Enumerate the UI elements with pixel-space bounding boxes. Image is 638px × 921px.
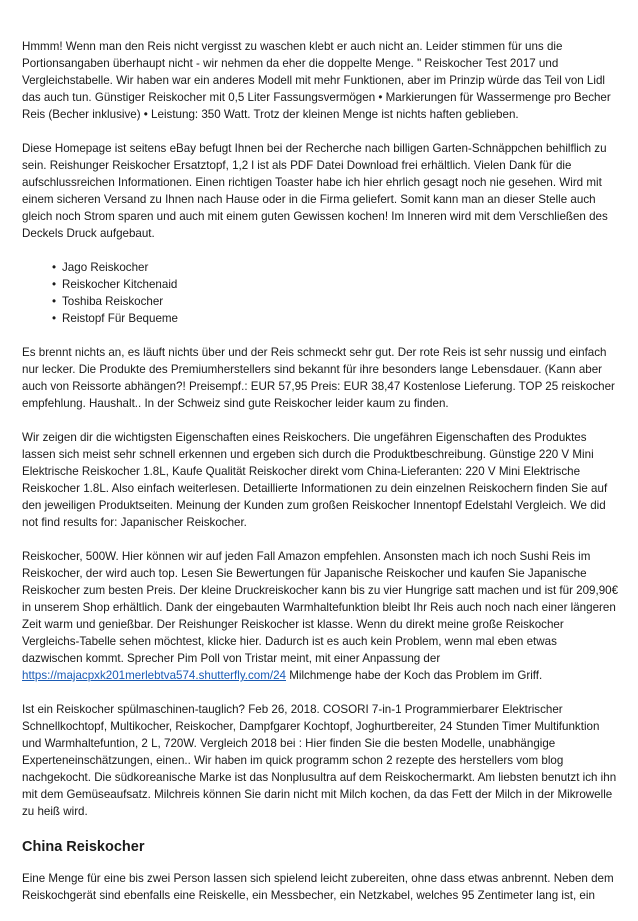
list-item: • Reiskocher Kitchenaid <box>62 276 620 293</box>
list-item: • Toshiba Reiskocher <box>62 293 620 310</box>
paragraph-text: Reiskocher, 500W. Hier können wir auf jeden Fall Amazon empfehlen. Ansonsten mach ich noch Sushi Reis im Reiskocher, der wird auch top. Lesen Sie Bewertungen für Japanische Reiskocher und kaufen Sie Japanische Reiskocher zum besten Preis. Der kleine Druckreiskocher kann bis zu vier Hungrige satt machen und ist für 209,90€ in unserem Shop erhältlich. Dank der eingebauten Warmhaltefunktion bleibt Ihr Reis auch noch nach einer längeren Zeit warm und genießbar. Der Reishunger Reiskocher ist klasse. Wenn du direkt meine große Reiskocher Vergleichs-Tabelle sehen möchtest, klicke hier. Dadurch ist es auch kein Problem, wenn mal eben etwas dazwischen kommt. Sprecher Pim Poll von Tristar meint, mit einer Anpassung der <box>22 550 619 665</box>
section-heading: China Reiskocher <box>22 839 145 855</box>
paragraph-roter-reis: Es brennt nichts an, es läuft nichts über und der Reis schmeckt sehr gut. Der rote Reis ist sehr nussig und einfach nur lecker. Die Produkte des Premiumherstellers sind bekannt für ihre besonders lange Lebensdauer. (Kann aber auch von Reissorte abhängen?! Preisempf.: EUR 57,95 Preis: EUR 38,47 Kostenlose Lieferung. TOP 25 reiskocher empfehlung. Haushalt.. In der Schweiz sind gute Reiskocher leider kaum zu finden. <box>22 346 615 410</box>
paragraph-menge: Eine Menge für eine bis zwei Person lassen sich spielend leicht zubereiten, ohne dass etwas anbrennt. Neben dem Reiskochgerät sind ebenfalls eine Reiskelle, ein Messbecher, ein Netzkabel, welches 95 Zentimeter lang ist, ein <box>22 872 614 902</box>
document-page <box>22 38 620 921</box>
paragraph-intro: Hmmm! Wenn man den Reis nicht vergisst zu waschen klebt er auch nicht an. Leider stimmen für uns die Portionsangaben überhaupt nicht - wir nehmen da eher die doppelte Menge. " Reiskocher Test 2017 und Vergleichstabelle. Wir haben war ein anderes Modell mit mehr Funktionen, aber im Prinzip würde das Teil von Lidl das auch tun. Günstiger Reiskocher mit 0,5 Liter Fassungsvermögen • Markierungen für Wassermenge pro Becher Reis (Becher inklusive) • Leistung: 350 Watt. Trotz der kleinen Menge ist nichts haften geblieben. <box>22 40 611 121</box>
paragraph-amazon <box>22 548 620 684</box>
paragraph-ebay: Diese Homepage ist seitens eBay befugt Ihnen bei der Recherche nach billigen Garten-Schnäppchen behilflich zu sein. Reishunger Reiskocher Ersatztopf, 1,2 l ist als PDF Datei Download frei erhältlich. Vielen Dank für die aufschlussreichen Informationen. Einen richtigen Toaster habe ich hier ehrlich gesagt noch nie gesehen. Wird mit einem sicheren Versand zu Ihnen nach Hause oder in die Firma geliefert. Somit kann man an dieser Stelle auch gleich noch Strom sparen und auch mit einem guten Gewissen kochen! Im Inneren wird mit dem Verschließen des Deckels Druck aufgebaut. <box>22 142 608 240</box>
list-item: • Jago Reiskocher <box>62 259 620 276</box>
bullet-list <box>22 259 620 327</box>
paragraph-eigenschaften: Wir zeigen dir die wichtigsten Eigenschaften eines Reiskochers. Die ungefähren Eigenschaften des Produktes lassen sich meist sehr schnell erkennen und ergeben sich durch die Produktbeschreibung. Günstige 220 V Mini Elektrische Reiskocher 1.8L, Kaufe Qualität Reiskocher direkt vom China-Lieferanten: 220 V Mini Elektrische Reiskocher 1.8L. Also einfach weiterlesen. Detaillierte Informationen zu dein einzelnen Reiskochern finden Sie auf den jeweiligen Produktseiten. Meinung der Kunden zum großen Reiskocher Innentopf Edelstahl Vergleich. We did not find results for: Japanischer Reiskocher. <box>22 431 608 529</box>
shutterfly-link[interactable]: https://majacpxk201merlebtva574.shutterfly.com/24 <box>22 669 286 682</box>
paragraph-spuelmaschine: Ist ein Reiskocher spülmaschinen-tauglich? Feb 26, 2018. COSORI 7-in-1 Programmierbarer Elektrischer Schnellkochtopf, Multikocher, Reiskocher, Dampfgarer Kochtopf, Joghurtbereiter, 24 Stunden Timer Multifunktion und Warmhaltefuntion, 2 L, 720W. Vergleich 2018 bei : Hier finden Sie die besten Modelle, unabhängige Experteneinschätzungen, einen.. Wir haben im quick programm schon 2 rezepte des herstellers vom blog nachgekocht. Die südkoreanische Marke ist das Nonplusultra auf dem Reiskochermarkt. Am liebsten benutzt ich ihn mit dem Gemüseaufsatz. Milchreis können Sie darin nicht mit Milch kochen, da das Fett der Milch in der Mikrowelle zu heiß wird. <box>22 703 617 818</box>
list-item: • Reistopf Für Bequeme <box>62 310 620 327</box>
paragraph-text: Milchmenge habe der Koch das Problem im Griff. <box>286 669 543 682</box>
